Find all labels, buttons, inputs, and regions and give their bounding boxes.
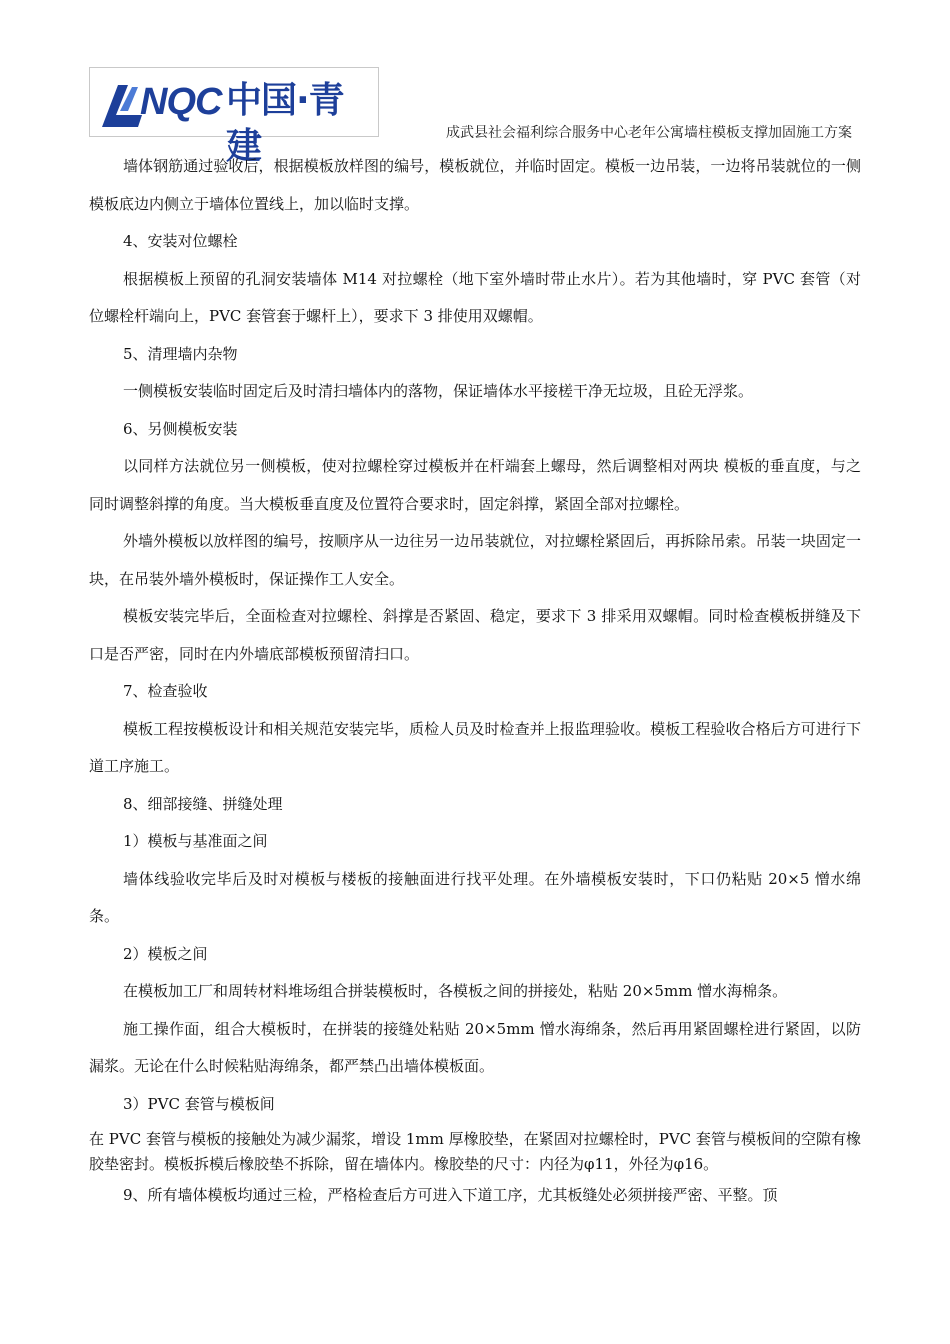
body-paragraph: 墙体钢筋通过验收后，根据模板放样图的编号，模板就位，并临时固定。模板一边吊装，一边将吊装就位的一侧模板底边内侧立于墙体位置线上，加以临时支撑。 bbox=[89, 157, 861, 213]
body-paragraph: 一侧模板安装临时固定后及时清扫墙体内的落物，保证墙体水平接槎干净无垃圾，且砼无浮浆。 bbox=[123, 382, 754, 400]
subsection-heading: 2）模板之间 bbox=[123, 944, 208, 963]
body-paragraph: 根据模板上预留的孔洞安装墙体 M14 对拉螺栓（地下室外墙时带止水片）。若为其他墙时，穿 PVC 套管（对位螺栓杆端向上，PVC 套管套于螺杆上），要求下 3 排使用双螺帽。 bbox=[89, 269, 861, 325]
company-logo bbox=[89, 67, 379, 167]
body-paragraph: 在模板加工厂和周转材料堆场组合拼装模板时，各模板之间的拼接处，粘贴 20×5mm 憎水海棉条。 bbox=[123, 982, 788, 1000]
body-paragraph: 9、所有墙体模板均通过三检，严格检查后方可进入下道工序，尤其板缝处必须拼接严密、平整。顶 bbox=[123, 1186, 778, 1204]
logo-chinese-text: 中国·青建 bbox=[226, 80, 344, 167]
body-paragraph: 外墙外模板以放样图的编号，按顺序从一边往另一边吊装就位，对拉螺栓紧固后，再拆除吊索。吊装一块固定一块，在吊装外墙外模板时，保证操作工人安全。 bbox=[89, 532, 861, 588]
subsection-heading: 1）模板与基准面之间 bbox=[123, 832, 268, 850]
section-heading: 4、安装对位螺栓 bbox=[123, 232, 238, 250]
logo-latin-text: NQC bbox=[140, 81, 222, 123]
document-body bbox=[89, 148, 861, 1215]
section-heading: 8、细部接缝、拼缝处理 bbox=[123, 794, 283, 813]
body-paragraph: 施工操作面，组合大模板时，在拼装的接缝处粘贴 20×5mm 憎水海绵条，然后再用紧固螺栓进行紧固，以防漏浆。无论在什么时候粘贴海绵条，都严禁凸出墙体模板面。 bbox=[89, 1019, 861, 1075]
body-paragraph: 墙体线验收完毕后及时对模板与楼板的接触面进行找平处理。在外墙模板安装时，下口仍粘贴 20×5 憎水绵条。 bbox=[89, 869, 861, 925]
body-paragraph: 以同样方法就位另一侧模板，使对拉螺栓穿过模板并在杆端套上螺母，然后调整相对两块 模板的垂直度，与之同时调整斜撑的角度。当大模板垂直度及位置符合要求时，固定斜撑，紧固全部对拉螺栓。 bbox=[89, 457, 861, 513]
document-header-title: 成武县社会福利综合服务中心老年公寓墙柱模板支撑加固施工方案 bbox=[446, 125, 852, 141]
section-heading: 7、检查验收 bbox=[123, 682, 208, 700]
section-heading: 5、清理墙内杂物 bbox=[123, 344, 238, 363]
section-heading: 6、另侧模板安装 bbox=[123, 419, 238, 438]
subsection-heading: 3）PVC 套管与模板间 bbox=[123, 1094, 275, 1113]
body-paragraph: 模板工程按模板设计和相关规范安装完毕，质检人员及时检查并上报监理验收。模板工程验收合格后方可进行下道工序施工。 bbox=[89, 719, 861, 775]
body-paragraph: 在 PVC 套管与模板的接触处为减少漏浆，增设 1mm 厚橡胶垫，在紧固对拉螺栓时，PVC 套管与模板间的空隙有橡胶垫密封。模板拆模后橡胶垫不拆除，留在墙体内。橡胶垫的尺寸：内径为φ11，外径为φ16。 bbox=[89, 1130, 861, 1173]
body-paragraph: 模板安装完毕后，全面检查对拉螺栓、斜撑是否紧固、稳定，要求下 3 排采用双螺帽。同时检查模板拼缝及下口是否严密，同时在内外墙底部模板预留清扫口。 bbox=[89, 607, 861, 663]
